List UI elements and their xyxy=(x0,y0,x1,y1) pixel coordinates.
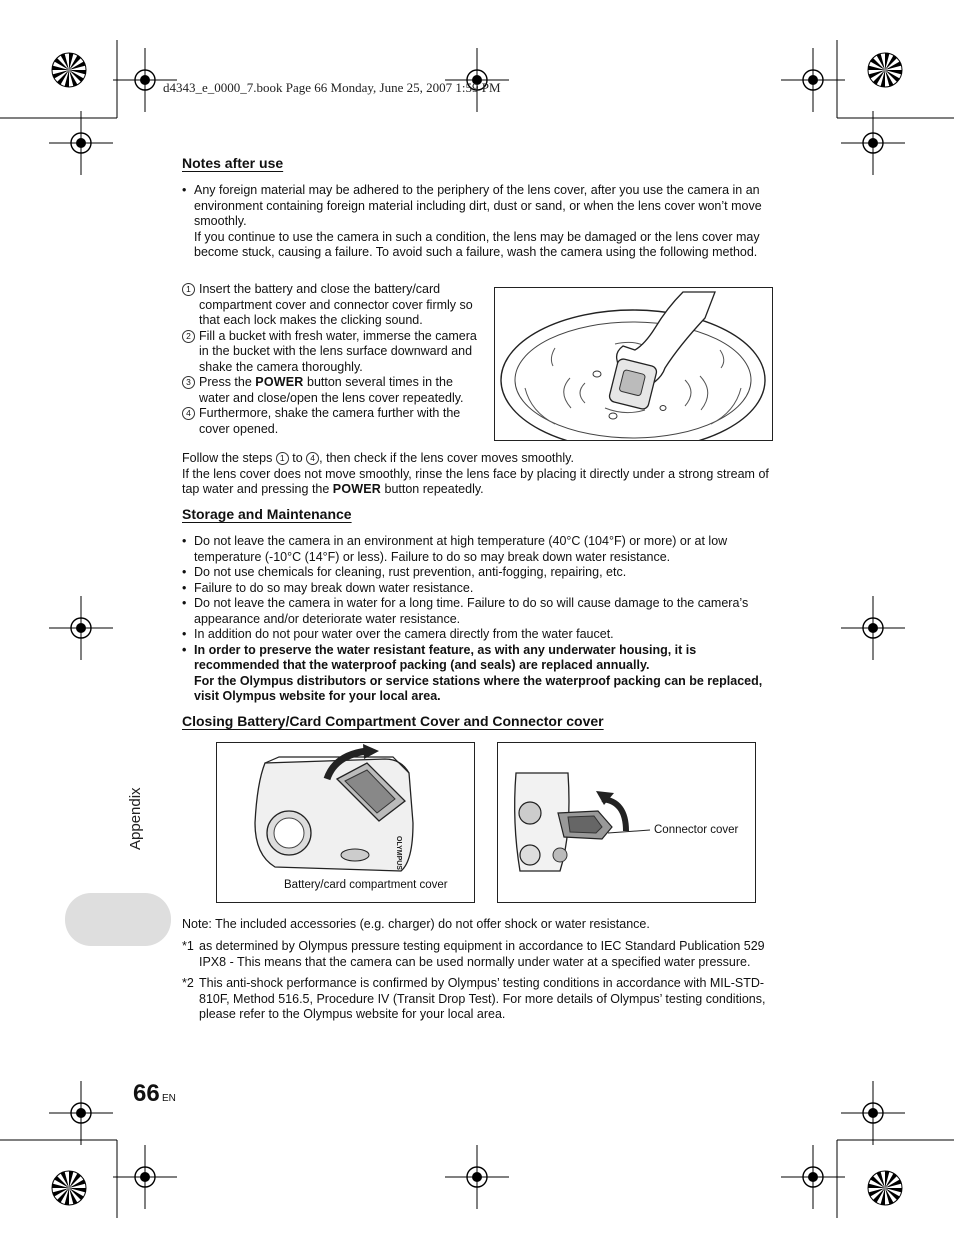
battery-cover-illustration xyxy=(216,742,475,903)
connector-cover-illustration xyxy=(497,742,756,903)
caption-connector-cover: Connector cover xyxy=(654,824,739,836)
caption-battery-cover: Battery/card compartment cover xyxy=(284,879,448,891)
rinse-line xyxy=(182,467,774,498)
storage-bullet-important-text: For the Olympus distributors or service stations where the waterproof packing can be replaced, visit Olympus website for your local area. xyxy=(194,673,763,703)
wash-step-4 xyxy=(182,406,482,437)
notes-bullet-continuation: If you continue to use the camera in such a condition, the lens may be damaged or the lens cover may become stuck, causing a failure. To avoid such a failure, wash the camera using the following method. xyxy=(194,229,760,259)
section-title-storage: Storage and Maintenance xyxy=(182,506,352,522)
wash-step-2 xyxy=(182,329,482,376)
footnote-1 xyxy=(182,939,774,970)
footnote-mark: *2 xyxy=(182,976,194,990)
storage-bullet: • In addition do not pour water over the camera directly from the water faucet. xyxy=(182,627,774,643)
storage-bullet: • Failure to do so may break down water resistance. xyxy=(182,581,774,597)
step-text: Insert the battery and close the battery/card compartment cover and connector cover firmly so that each lock makes the clicking sound. xyxy=(199,282,473,327)
follow-text: Follow the steps xyxy=(182,451,276,465)
accessories-note: Note: The included accessories (e.g. charger) do not offer shock or water resistance. xyxy=(182,917,650,931)
step-text: Furthermore, shake the camera further with the cover opened. xyxy=(199,406,461,436)
notes-bullet-text: Any foreign material may be adhered to the periphery of the lens cover, after you use the camera in an environment containing foreign material including dirt, dust or sand, or when the lens cover won’t move smoothly. xyxy=(194,183,762,228)
storage-bullet-important xyxy=(182,643,774,705)
camera-brand-text: OLYMPUS xyxy=(395,836,402,870)
bucket-illustration xyxy=(494,287,773,441)
rinse-text: If the lens cover does not move smoothly, rinse the lens face by placing it directly under a strong stream of tap water and pressing the xyxy=(182,466,769,496)
bucket-washing-drawing xyxy=(495,288,772,440)
follow-steps-paragraph xyxy=(182,451,774,498)
notes-bullet xyxy=(182,183,774,261)
storage-bullet: • Do not leave the camera in an environment at high temperature (40°C (104°F) or more) or at low temperature (-10°C (14°F) or less). Failure to do so may break down water resistance. xyxy=(182,534,774,565)
wash-steps xyxy=(182,282,482,437)
wash-step-1 xyxy=(182,282,482,329)
print-header: d4343_e_0000_7.book Page 66 Monday, June 25, 2007 1:59 PM xyxy=(163,80,501,95)
footnote-text: This anti-shock performance is confirmed by Olympus’ testing conditions in accordance with MIL-STD-810F, Method 516.5, Procedure IV (Transit Drop Test). For more details of Olympus’ testing conditions, please refer to the Olympus website for your local area. xyxy=(199,976,766,1021)
storage-bullet-important-text: In order to preserve the water resistant feature, as with any underwater housing, it is recommended that the waterproof packing (and seals) are replaced annually. xyxy=(194,642,697,672)
step-number: 4 xyxy=(306,452,319,465)
step-number: 3 xyxy=(182,376,195,389)
follow-text: , then check if the lens cover moves smoothly. xyxy=(319,451,574,465)
step-number: 2 xyxy=(182,330,195,343)
wash-step-3 xyxy=(182,375,482,406)
camera-connector-cover-drawing xyxy=(498,743,755,902)
section-title-closing: Closing Battery/Card Compartment Cover and Connector cover xyxy=(182,713,604,729)
step-number: 4 xyxy=(182,407,195,420)
step-number: 1 xyxy=(182,283,195,296)
step-text: Press the xyxy=(199,375,256,389)
storage-bullet: • Do not use chemicals for cleaning, rust prevention, anti-fogging, repairing, etc. xyxy=(182,565,774,581)
appendix-side-label: Appendix xyxy=(127,787,144,850)
footnote-mark: *1 xyxy=(182,939,194,953)
step-text: Fill a bucket with fresh water, immerse the camera in the bucket with the lens surface downward and shake the camera thoroughly. xyxy=(199,328,477,374)
follow-steps-line xyxy=(182,451,774,467)
notes-intro xyxy=(182,183,774,261)
power-button-label: POWER xyxy=(255,375,304,389)
section-title-notes: Notes after use xyxy=(182,155,284,171)
footnote-text: as determined by Olympus pressure testing equipment in accordance to IEC Standard Publication 529 IPX8 - This means that the camera can be used normally under water at a specified water pressure. xyxy=(199,939,765,969)
storage-list xyxy=(182,534,774,705)
power-button-label: POWER xyxy=(332,482,382,496)
step-number: 1 xyxy=(276,452,289,465)
footnote-2 xyxy=(182,976,774,1023)
page-number: 66 xyxy=(133,1080,160,1107)
page-language: EN xyxy=(162,1093,176,1104)
footnotes xyxy=(182,939,774,1029)
step-text: button several times in the water and close/open the lens cover repeatedly. xyxy=(199,375,464,405)
follow-text: to xyxy=(288,451,307,465)
appendix-side-tab xyxy=(65,893,171,946)
storage-bullet: • Do not leave the camera in water for a long time. Failure to do so will cause damage to the camera’s appearance and/or deteriorate water resistance. xyxy=(182,596,774,627)
rinse-text: button repeatedly. xyxy=(381,482,484,496)
